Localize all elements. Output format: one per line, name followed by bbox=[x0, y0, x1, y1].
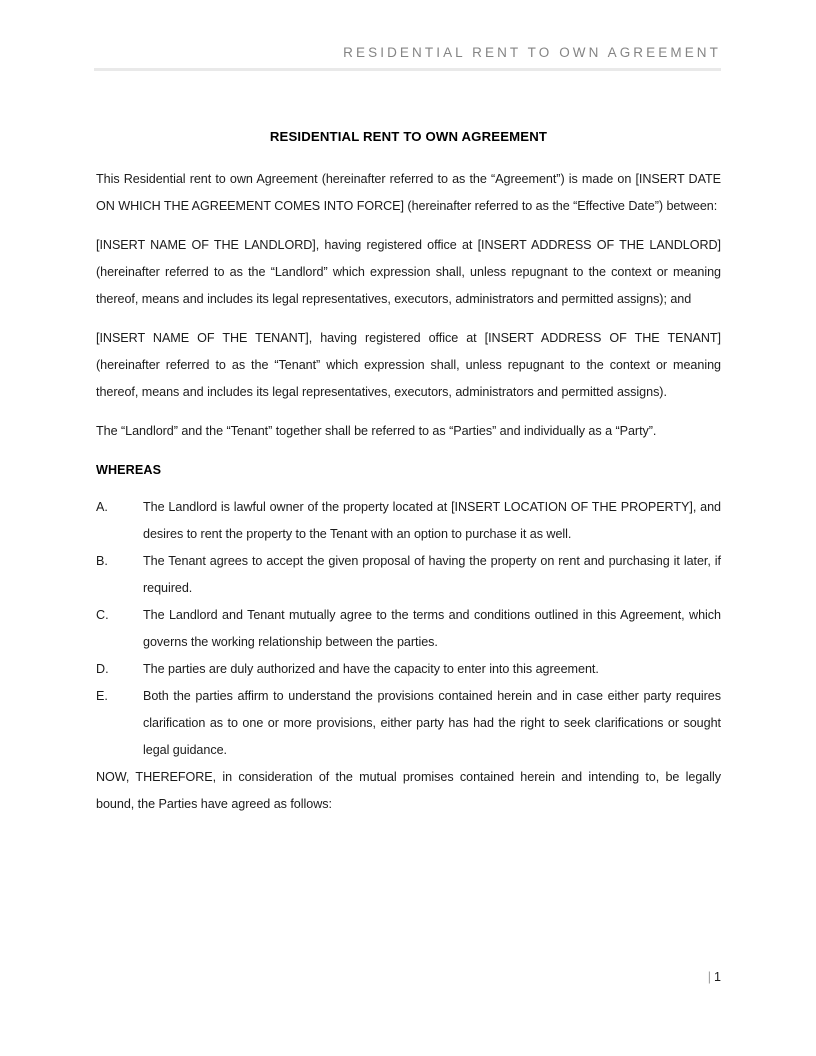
list-item-marker: B. bbox=[96, 554, 108, 568]
footer-separator: | bbox=[707, 970, 711, 984]
list-item bbox=[96, 494, 721, 548]
list-item-text: The Tenant agrees to accept the given proposal of having the property on rent and purchasing it later, if required. bbox=[143, 554, 721, 595]
page-number: 1 bbox=[713, 970, 721, 984]
paragraph-parties-definition: The “Landlord” and the “Tenant” together shall be referred to as “Parties” and individually as a “Party”. bbox=[96, 424, 657, 438]
list-item bbox=[96, 548, 721, 602]
paragraph-landlord-details: [INSERT NAME OF THE LANDLORD], having registered office at [INSERT ADDRESS OF THE LANDLORD] (hereinafter referred to as the “Landlord” which expression shall, unless repugnant to the context or meaning thereof, means and includes its legal representatives, executors, administrators and permitted assigns); and bbox=[96, 238, 721, 306]
document-footer bbox=[96, 968, 721, 986]
whereas-heading: WHEREAS bbox=[96, 463, 162, 477]
list-item-text: The Landlord and Tenant mutually agree to the terms and conditions outlined in this Agreement, which governs the working relationship between the parties. bbox=[143, 608, 721, 649]
list-item-text: The Landlord is lawful owner of the property located at [INSERT LOCATION OF THE PROPERTY], and desires to rent the property to the Tenant with an option to purchase it as well. bbox=[143, 500, 721, 541]
list-item-marker: D. bbox=[96, 662, 109, 676]
list-item bbox=[96, 656, 721, 683]
paragraph-tenant-details: [INSERT NAME OF THE TENANT], having registered office at [INSERT ADDRESS OF THE TENANT] (hereinafter referred to as the “Tenant” which expression shall, unless repugnant to the context or meaning thereof, means and includes its legal representatives, executors, administrators and permitted assigns). bbox=[96, 331, 721, 399]
document-body bbox=[96, 128, 721, 830]
running-header-title: RESIDENTIAL RENT TO OWN AGREEMENT bbox=[343, 45, 721, 60]
header-divider-rule bbox=[94, 68, 721, 71]
list-item-text: The parties are duly authorized and have the capacity to enter into this agreement. bbox=[143, 662, 599, 676]
list-item-marker: C. bbox=[96, 608, 109, 622]
list-item-text: Both the parties affirm to understand the provisions contained herein and in case either party requires clarification as to one or more provisions, either party has had the right to seek clarifications or sought legal guidance. bbox=[143, 689, 721, 757]
paragraph-now-therefore: NOW, THEREFORE, in consideration of the mutual promises contained herein and intending to, be legally bound, the Parties have agreed as follows: bbox=[96, 770, 721, 811]
list-item-marker: E. bbox=[96, 689, 108, 703]
document-running-header bbox=[94, 44, 721, 71]
list-item-marker: A. bbox=[96, 500, 108, 514]
paragraph-agreement-intro: This Residential rent to own Agreement (hereinafter referred to as the “Agreement”) is made on [INSERT DATE ON WHICH THE AGREEMENT COMES INTO FORCE] (hereinafter referred to as the “Effective Date”) between: bbox=[96, 172, 721, 213]
document-title: RESIDENTIAL RENT TO OWN AGREEMENT bbox=[269, 129, 548, 144]
recitals-list bbox=[96, 494, 721, 764]
list-item bbox=[96, 602, 721, 656]
list-item bbox=[96, 683, 721, 764]
